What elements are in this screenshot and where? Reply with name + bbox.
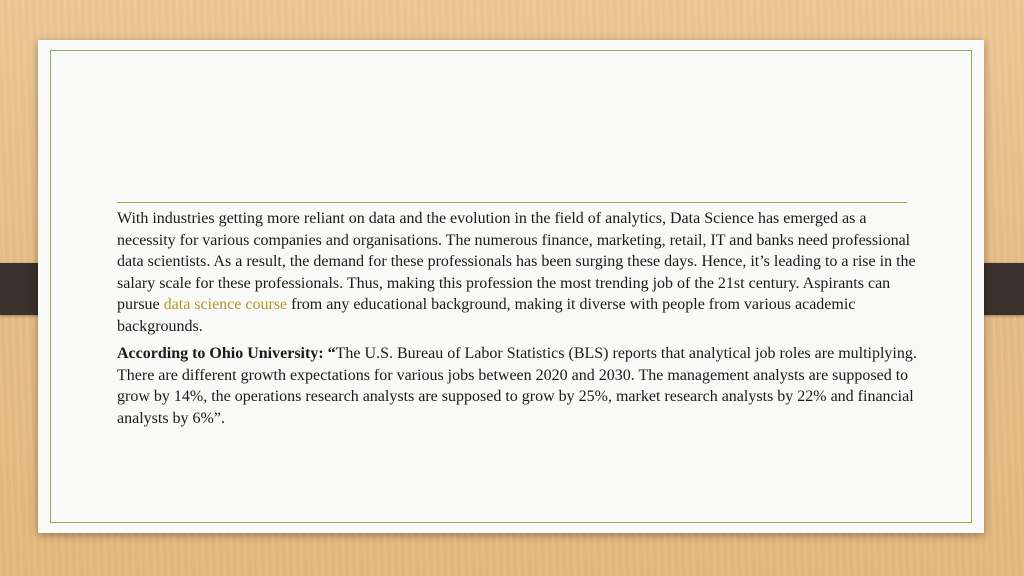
slide-card — [38, 40, 984, 533]
paragraph-quote — [117, 343, 917, 429]
paragraph-intro-text-end: from any educational background, making it diverse with people from various academic backgrounds. — [117, 296, 856, 335]
quote-text: The U.S. Bureau of Labor Statistics (BLS) reports that analytical job roles are multiplying. There are different growth expectations for various jobs between 2020 and 2030. The management analysts are supposed to grow by 14%, the operations research analysts are supposed to grow by 25%, market research analysts by 22% and financial analysts by 6%”. — [117, 345, 917, 427]
paragraph-intro-text: With industries getting more reliant on data and the evolution in the field of analytics, Data Science has emerged as a necessity for various companies and organisations. The numerous finance, marketing, retail, IT and banks need professional data scientists. As a result, the demand for these professionals has been surging these days. Hence, it’s leading to a rise in the salary scale for these professionals. Thus, making this profession the most trending job of the 21st century. Aspirants can pursue — [117, 210, 916, 313]
quote-source-label: According to Ohio University: “ — [117, 345, 336, 362]
data-science-course-link[interactable]: data science course — [163, 296, 288, 313]
paragraph-intro — [117, 208, 917, 337]
slide-body — [117, 208, 917, 429]
title-divider — [117, 202, 907, 203]
